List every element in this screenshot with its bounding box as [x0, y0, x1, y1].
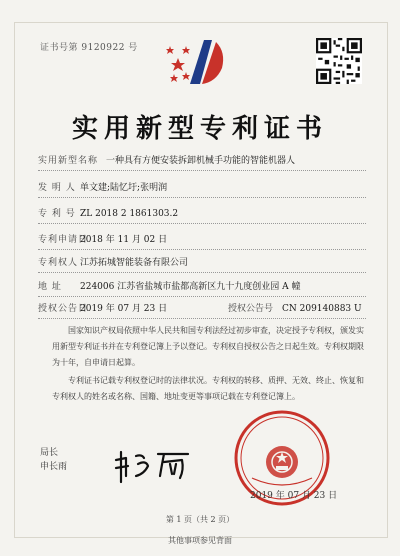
divider	[38, 318, 366, 319]
grant-number-value: CN 209140883 U	[282, 304, 362, 314]
name-value: 一种具有方便安装拆卸机械手功能的智能机器人	[106, 156, 296, 166]
body-paragraph: 专利证书记载专利权登记时的法律状况。专利权的转移、质押、无效、终止、恢复和专利权人的姓名或名称、国籍、地址变更等事项记载在专利登记簿上。	[52, 376, 364, 401]
inventor-row	[38, 181, 366, 195]
patentee-row	[38, 256, 366, 270]
divider	[38, 296, 366, 297]
patent-number-row	[38, 207, 366, 221]
patentee-value: 江苏拓城智能装备有限公司	[80, 258, 189, 268]
divider	[38, 272, 366, 273]
signature-image	[110, 446, 194, 486]
filing-date-row	[38, 233, 366, 247]
patentee-label: 专利权人	[38, 258, 79, 268]
name-row	[38, 154, 366, 168]
patent-number-value: ZL 2018 2 1861303.2	[80, 209, 179, 219]
grant-row	[38, 302, 366, 316]
certificate-number: 证书号第 9120922 号	[40, 43, 138, 53]
body-paragraph: 国家知识产权局依照中华人民共和国专利法经过初步审查，决定授予专利权，颁发实用新型专利证书并在专利登记簿上予以登记。专利权自授权公告之日起生效。专利权期限为十年，自申请日起算。	[52, 326, 364, 367]
divider	[38, 249, 366, 250]
director-block	[40, 446, 67, 474]
filing-date-label: 专利申请日	[38, 235, 89, 245]
page-number: 第 1 页（共 2 页）	[165, 515, 235, 524]
seal-date: 2019 年 07 月 23 日	[250, 491, 338, 501]
address-label: 地 址	[38, 282, 62, 292]
name-label: 实用新型名称	[38, 156, 99, 166]
divider	[38, 170, 366, 171]
grant-number-label: 授权公告号	[228, 304, 274, 314]
patent-number-label: 专 利 号	[38, 209, 76, 219]
director-title: 局长	[40, 448, 59, 458]
page-title: 实用新型专利证书	[71, 114, 328, 144]
divider	[38, 197, 366, 198]
address-row	[38, 280, 366, 294]
patent-office-emblem-icon	[156, 32, 242, 88]
grant-date-label: 授权公告日	[38, 304, 89, 314]
inventor-label: 发 明 人	[38, 183, 76, 193]
filing-date-value: 2018 年 11 月 02 日	[80, 235, 168, 245]
back-side-note: 其他事项参见背面	[168, 536, 232, 545]
divider	[38, 223, 366, 224]
grant-date-value: 2019 年 07 月 23 日	[80, 304, 168, 314]
director-name: 申长雨	[40, 462, 68, 472]
address-value: 224006 江苏省盐城市盐都高新区九十九度创业园 A 幢	[80, 282, 301, 292]
qr-code-icon	[316, 38, 362, 84]
certificate-body	[52, 323, 368, 407]
inventor-value: 单文建;陆忆圩;张明润	[80, 183, 168, 193]
